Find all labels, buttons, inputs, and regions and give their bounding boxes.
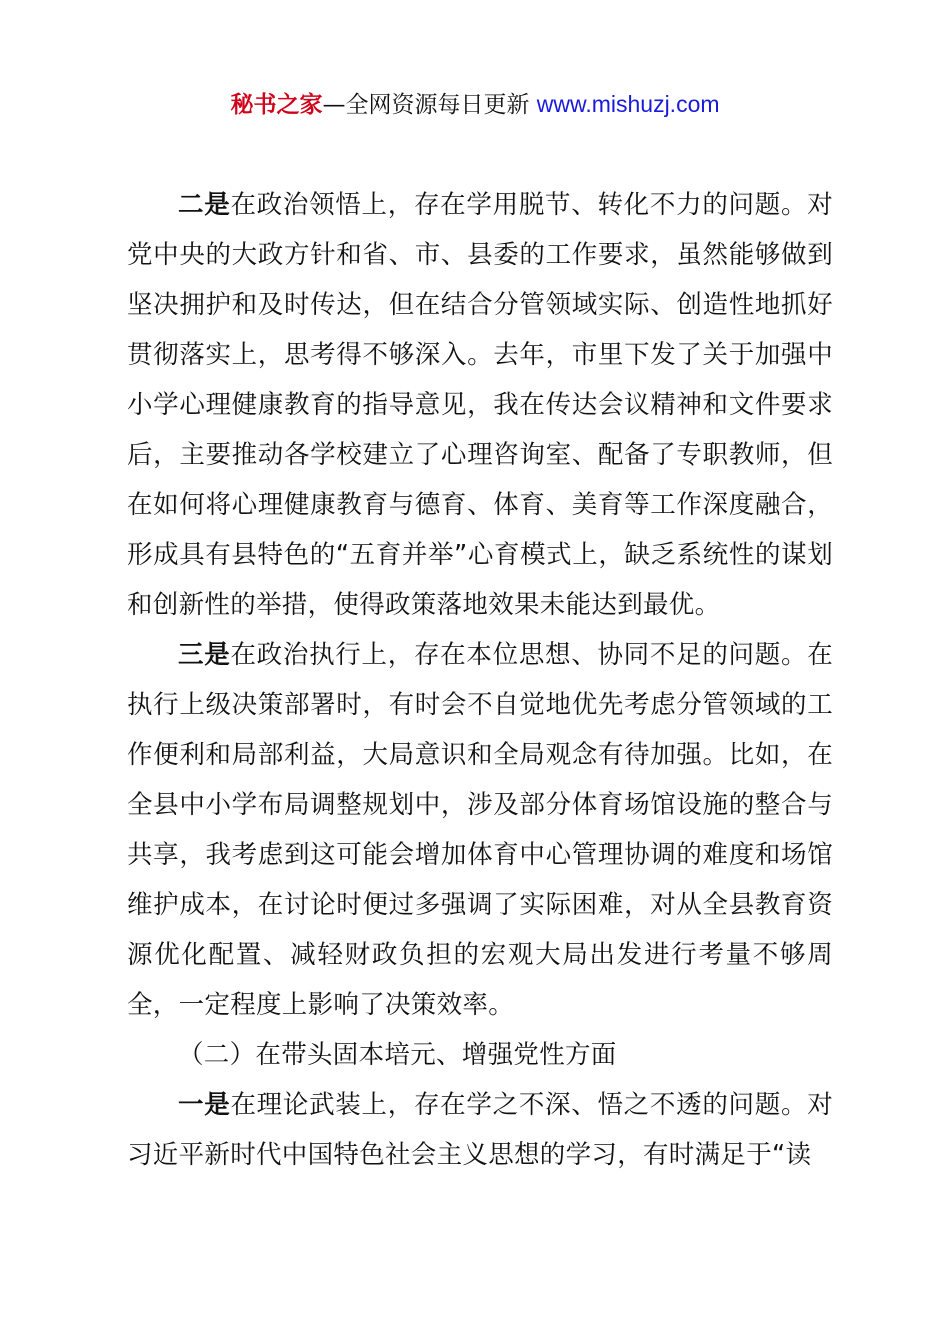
brand-name: 秘书之家 [230,92,323,118]
site-url-link[interactable]: www.mishuzj.com [536,91,720,117]
paragraph-lead: 三是 [178,640,231,670]
paragraph-lead: 一是 [178,1090,231,1120]
paragraph-lead: 二是 [178,190,231,220]
header-tagline: —全网资源每日更新 [322,92,530,118]
paragraph-political-understanding [127,180,833,630]
paragraph-theory-armament [127,1080,833,1180]
paragraph-text: 在理论武装上，存在学之不深、悟之不透的问题。对习近平新时代中国特色社会主义思想的学习，有时满足于“读 [127,1090,833,1170]
paragraph-text: 在政治执行上，存在本位思想、协同不足的问题。在执行上级决策部署时，有时会不自觉地优先考虑分管领域的工作便利和局部利益，大局意识和全局观念有待加强。比如，在全县中小学布局调整规划中，涉及部分体育场馆设施的整合与共享，我考虑到这可能会增加体育中心管理协调的难度和场馆维护成本，在讨论时便过多强调了实际困难，对从全县教育资源优化配置、减轻财政负担的宏观大局出发进行考量不够周全，一定程度上影响了决策效率。 [127,640,833,1020]
section-heading: （二）在带头固本培元、增强党性方面 [178,1040,617,1070]
paragraph-political-execution [127,630,833,1030]
document-body [127,180,833,1180]
page-header [0,88,950,121]
paragraph-text: 在政治领悟上，存在学用脱节、转化不力的问题。对党中央的大政方针和省、市、县委的工作要求，虽然能够做到坚决拥护和及时传达，但在结合分管领域实际、创造性地抓好贯彻落实上，思考得不够深入。去年，市里下发了关于加强中小学心理健康教育的指导意见，我在传达会议精神和文件要求后，主要推动各学校建立了心理咨询室、配备了专职教师，但在如何将心理健康教育与德育、体育、美育等工作深度融合，形成具有县特色的“五育并举”心育模式上，缺乏系统性的谋划和创新性的举措，使得政策落地效果未能达到最优。 [127,190,833,620]
